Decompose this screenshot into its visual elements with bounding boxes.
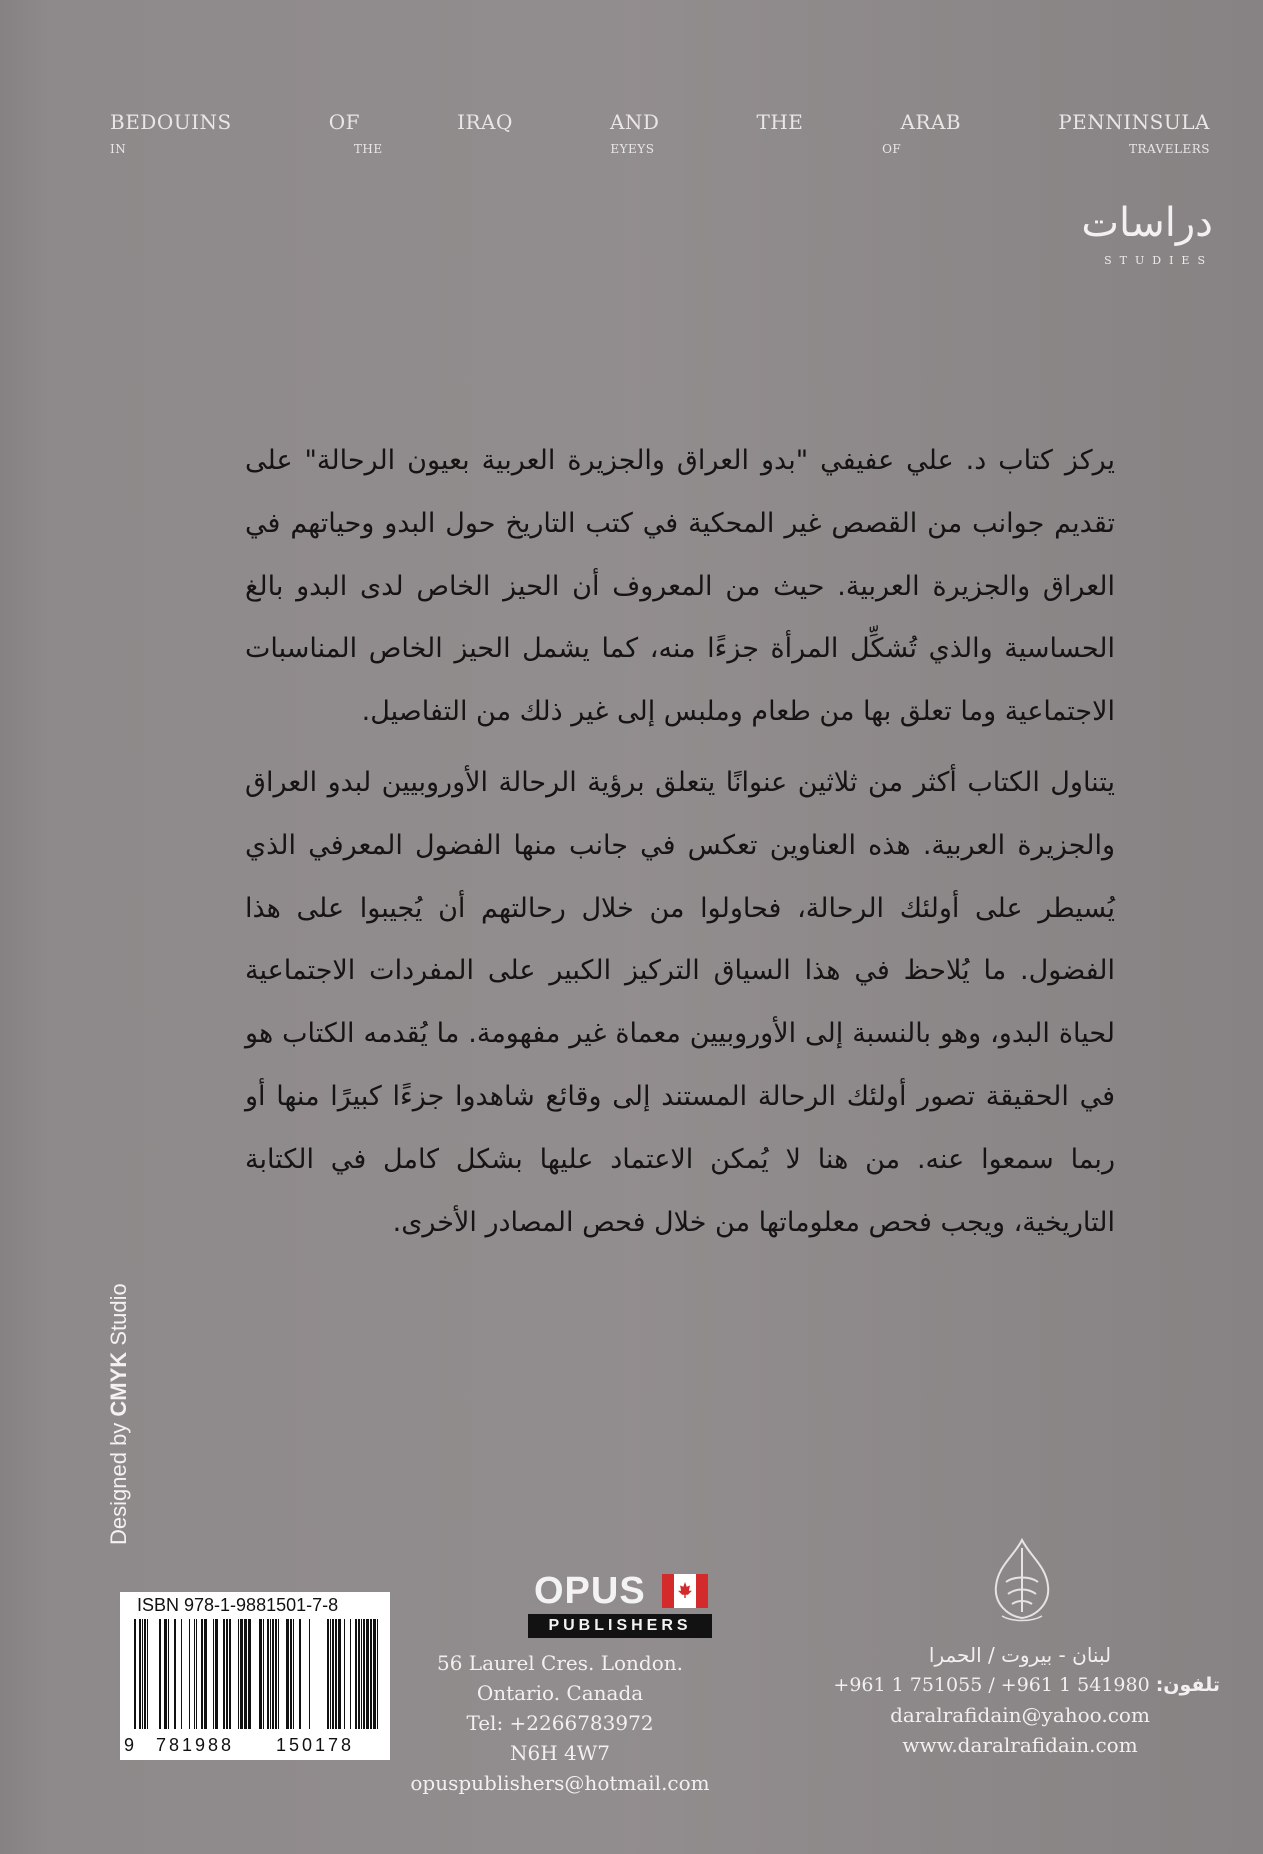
credit-prefix: Designed by — [106, 1416, 131, 1545]
opus-contact — [400, 1648, 720, 1798]
phone-label: تلفون: — [1155, 1674, 1220, 1696]
isbn-label: ISBN 978-1-9881501-7-8 — [137, 1595, 339, 1615]
subtitle-word: TRAVELERS — [1128, 142, 1210, 156]
title-word: ARAB — [900, 110, 962, 134]
series-title-english: STUDIES — [1104, 254, 1213, 267]
title-word: PENNINSULA — [1058, 110, 1210, 134]
credit-suffix: Studio — [106, 1283, 131, 1352]
barcode-digits-left: 781988 — [156, 1735, 235, 1755]
opus-logo-label: PUBLISHERS — [528, 1614, 712, 1638]
rafidain-location: لبنان - بيروت / الحمرا — [928, 1643, 1112, 1667]
barcode-digit-first: 9 — [124, 1735, 135, 1755]
title-word: THE — [756, 110, 804, 134]
english-title — [110, 110, 1210, 134]
opus-logo-name: OPUS — [534, 1570, 646, 1612]
canada-flag-icon — [662, 1574, 708, 1608]
subtitle-word: EYEYS — [610, 142, 655, 156]
designer-credit — [106, 1283, 132, 1545]
rafidain-calligraphy-logo-icon — [982, 1536, 1062, 1622]
english-subtitle — [110, 142, 1210, 156]
barcode-digits-right: 150178 — [276, 1735, 355, 1755]
blurb — [245, 430, 1115, 1262]
subtitle-word: OF — [882, 142, 902, 156]
rafidain-contact — [820, 1640, 1220, 1760]
opus-tel: Tel: +2266783972 — [466, 1711, 654, 1735]
title-word: BEDOUINS — [110, 110, 232, 134]
opus-email: opuspublishers@hotmail.com — [410, 1771, 710, 1795]
barcode-bars — [134, 1619, 378, 1729]
opus-publishers-logo — [528, 1568, 712, 1640]
credit-studio-name: CMYK — [106, 1351, 131, 1417]
title-word: IRAQ — [457, 110, 513, 134]
isbn-barcode — [120, 1592, 390, 1760]
rafidain-email: daralrafidain@yahoo.com — [890, 1703, 1150, 1727]
subtitle-word: THE — [353, 142, 383, 156]
blurb-paragraph-2: يتناول الكتاب أكثر من ثلاثين عنوانًا يتعلق برؤية الرحالة الأوروبيين لبدو العراق والجزيرة العربية. هذه العناوين تعكس في جانب منها الفضول المعرفي الذي يُسيطر على أولئك الرحالة، فحاولوا من خلال رحالتهم أن يُجيبوا على هذا الفضول. ما يُلاحظ في هذا السياق التركيز الكبير على المفردات الاجتماعية لحياة البدو، وهو بالنسبة إلى الأوروبيين معماة غير مفهومة. ما يُقدمه الكتاب هو في الحقيقة تصور أولئك الرحالة المستند إلى وقائع شاهدوا جزءًا كبيرًا منها أو ربما سمعوا عنه. من هنا لا يُمكن الاعتماد عليها بشكل كامل في الكتابة التاريخية، ويجب فحص معلوماتها من خلال فحص المصادر الأخرى. — [245, 766, 1115, 1238]
subtitle-word: IN — [110, 142, 127, 156]
blurb-paragraph-1: يركز كتاب د. علي عفيفي "بدو العراق والجزيرة العربية بعيون الرحالة" على تقديم جوانب من القصص غير المحكية في كتب التاريخ حول البدو وحياتهم في العراق والجزيرة العربية. حيث من المعروف أن الحيز الخاص لدى البدو بالغ الحساسية والذي تُشكِّل المرأة جزءًا منه، كما يشمل الحيز الخاص المناسبات الاجتماعية وما تعلق بها من طعام وملبس إلى غير ذلك من التفاصيل. — [245, 445, 1115, 728]
title-word: OF — [328, 110, 361, 134]
phone-numbers: +961 1 751055 / +961 1 541980 — [833, 1674, 1150, 1696]
maple-leaf-icon — [678, 1582, 692, 1598]
series-title-arabic: دراسات — [1081, 200, 1213, 246]
opus-address: 56 Laurel Cres. London. Ontario. Canada — [436, 1651, 683, 1705]
rafidain-phone — [820, 1670, 1220, 1700]
rafidain-website: www.daralrafidain.com — [902, 1733, 1138, 1757]
opus-postal-code: N6H 4W7 — [509, 1741, 611, 1765]
title-word: AND — [609, 110, 660, 134]
